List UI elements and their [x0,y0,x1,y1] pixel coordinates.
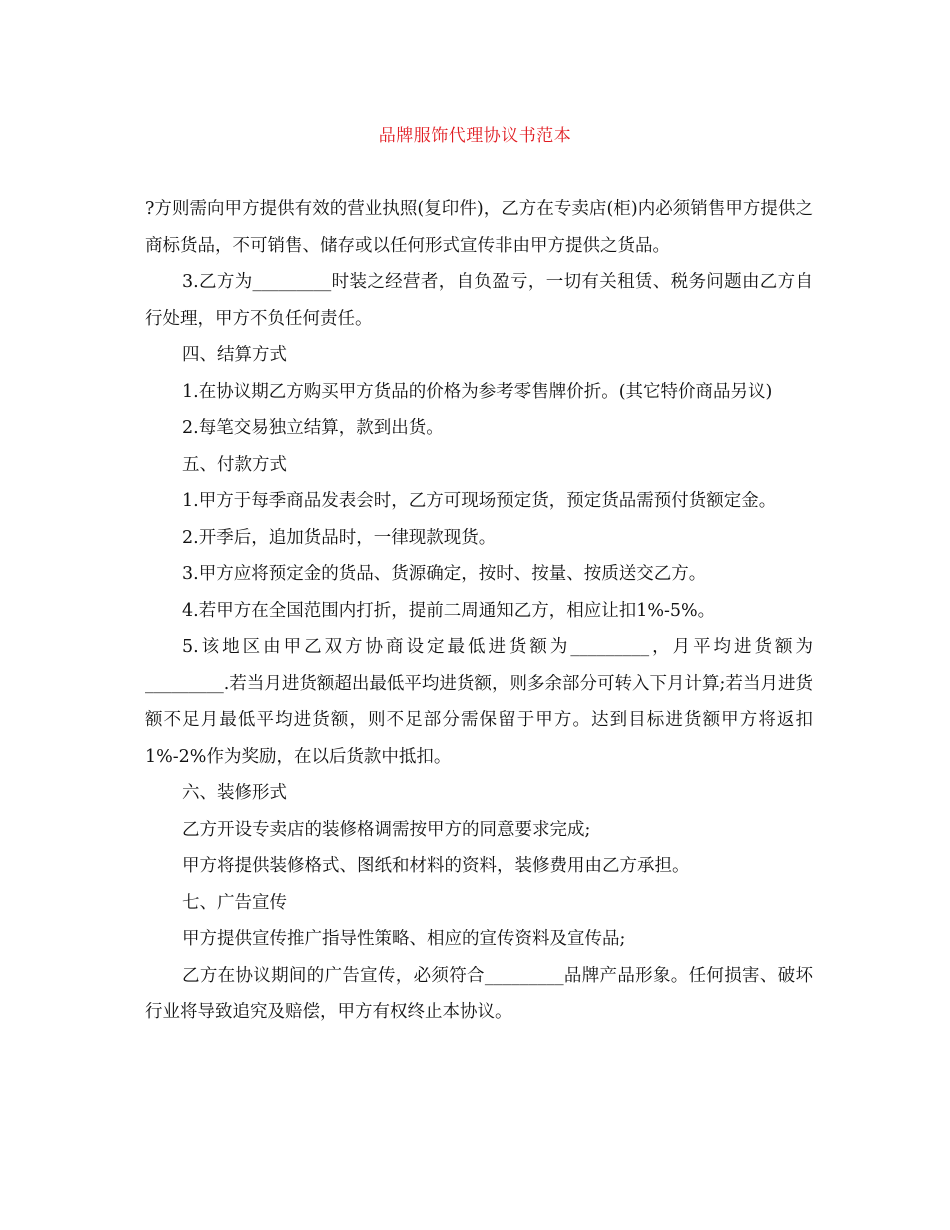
document-body [145,191,813,1031]
paragraph: 甲方将提供装修格式、图纸和材料的资料，装修费用由乙方承担。 [182,856,690,876]
paragraph: 4.若甲方在全国范围内打折，提前二周通知乙方，相应让扣1%-5%。 [182,600,716,621]
paragraph: 2.每笔交易独立结算，款到出货。 [182,418,444,438]
paragraph: 乙方在协议期间的广告宣传，必须符合_________品牌产品形象。任何损害、破坏行业将导致追究及赔偿，甲方有权终止本协议。 [145,965,813,1022]
paragraph: 3.乙方为_________时装之经营者，自负盈亏，一切有关租赁、税务问题由乙方自行处理，甲方不负任何责任。 [145,272,813,329]
section-heading: 四、结算方式 [182,345,287,365]
paragraph: 3.甲方应将预定金的货品、货源确定，按时、按量、按质送交乙方。 [182,564,707,584]
paragraph: 1.在协议期乙方购买甲方货品的价格为参考零售牌价折。(其它特价商品另议) [182,381,773,402]
paragraph: ?方则需向甲方提供有效的营业执照(复印件)，乙方在专卖店(柜)内必须销售甲方提供之商标货品，不可销售、储存或以任何形式宣传非由甲方提供之货品。 [145,199,813,256]
section-heading: 六、装修形式 [182,783,287,803]
paragraph: 甲方提供宣传推广指导性策略、相应的宣传资料及宣传品; [182,929,626,949]
document-title: 品牌服饰代理协议书范本 [378,126,572,146]
paragraph: 2.开季后，追加货品时，一律现款现货。 [182,527,497,548]
paragraph: 乙方开设专卖店的装修格调需按甲方的同意要求完成; [182,819,591,840]
paragraph: 5.该地区由甲乙双方协商设定最低进货额为_________，月平均进货额为_________.若当月进货额超出最低平均进货额，则多余部分可转入下月计算;若当月进货额不足月最低平均进货额，则不足部分需保留于甲方。达到目标进货额甲方将返扣1%-2%作为奖励，在以后货款中抵扣。 [145,637,813,767]
section-heading: 七、广告宣传 [182,892,287,913]
section-heading: 五、付款方式 [182,454,287,475]
paragraph: 1.甲方于每季商品发表会时，乙方可现场预定货，预定货品需预付货额定金。 [182,491,777,511]
